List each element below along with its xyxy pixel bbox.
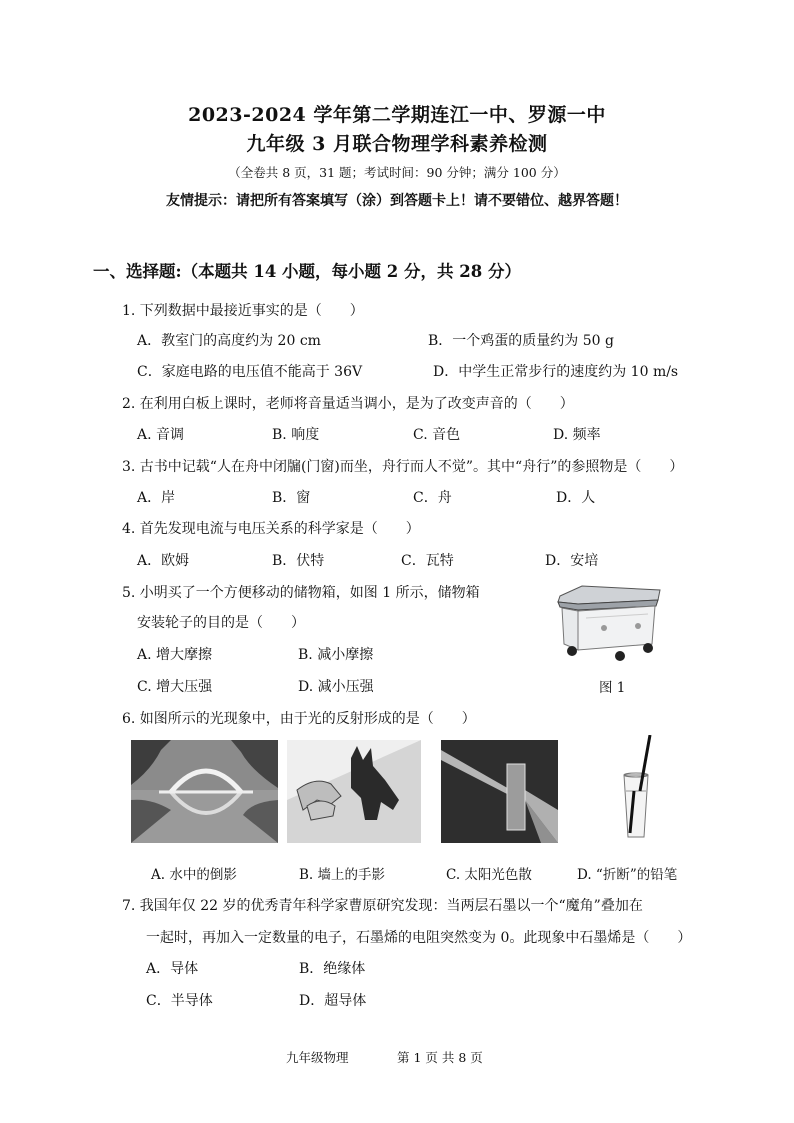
question-7-stem-line1: 7. 我国年仅 22 岁的优秀青年科学家曹原研究发现：当两层石墨以一个“魔角”叠加在 (122, 898, 643, 914)
q1-option-d: D．中学生正常步行的速度约为 10 m/s (433, 364, 679, 380)
q4-option-c: C．瓦特 (401, 553, 454, 569)
footer-page-number: 第 1 页 共 8 页 (397, 1050, 483, 1065)
question-1-stem: 1. 下列数据中最接近事实的是（ ） (122, 303, 364, 319)
footer-subject: 九年级物理 (286, 1050, 349, 1065)
q7-option-c: C．半导体 (146, 993, 213, 1009)
q3-option-c: C．舟 (413, 490, 452, 506)
q2-option-c: C. 音色 (413, 427, 461, 443)
q2-option-a: A. 音调 (137, 427, 185, 443)
q1-option-a: A．教室门的高度约为 20 cm (137, 333, 321, 349)
q6-option-a: A. 水中的倒影 (151, 867, 237, 883)
q6-option-b: B. 墙上的手影 (299, 867, 386, 883)
figure-1-caption: 图 1 (599, 680, 626, 696)
q4-option-a: A．欧姆 (137, 553, 190, 569)
q7-option-d: D．超导体 (299, 993, 367, 1009)
q6-image-hand-shadow (287, 740, 421, 843)
question-7-stem-line2: 一起时，再加入一定数量的电子，石墨烯的电阻突然变为 0。此现象中石墨烯是（ ） (146, 930, 692, 946)
q7-option-a: A．导体 (146, 961, 199, 977)
question-3-stem: 3. 古书中记载“人在舟中闭牖(门窗)而坐，舟行而人不觉”。其中“舟行”的参照物是（ ） (122, 459, 684, 475)
q5-option-c: C. 增大压强 (137, 679, 213, 695)
figure-1-storage-box (552, 582, 664, 664)
q6-image-water-reflection (131, 740, 278, 843)
q5-option-b: B. 减小摩擦 (298, 647, 374, 663)
q4-option-b: B．伏特 (272, 553, 325, 569)
exam-title: 2023-2024 学年第二学期连江一中、罗源一中 (188, 104, 606, 126)
question-5-stem-line1: 5. 小明买了一个方便移动的储物箱，如图 1 所示，储物箱 (122, 585, 480, 601)
q3-option-d: D．人 (556, 490, 596, 506)
q3-option-a: A．岸 (137, 490, 176, 506)
q3-option-b: B．窗 (272, 490, 311, 506)
exam-info: （全卷共 8 页，31 题；考试时间：90 分钟；满分 100 分） (228, 165, 566, 180)
q2-option-b: B. 响度 (272, 427, 320, 443)
q1-option-b: B．一个鸡蛋的质量约为 50 g (428, 333, 614, 349)
q6-option-d: D. “折断”的铅笔 (577, 867, 678, 883)
friendly-tip: 友情提示：请把所有答案填写（涂）到答题卡上！请不要错位、越界答题！ (166, 193, 628, 209)
question-4-stem: 4. 首先发现电流与电压关系的科学家是（ ） (122, 521, 420, 537)
q4-option-d: D．安培 (545, 553, 599, 569)
question-5-stem-line2: 安装轮子的目的是（ ） (137, 615, 305, 631)
q2-option-d: D. 频率 (553, 427, 601, 443)
q6-image-prism-dispersion (441, 740, 558, 843)
question-2-stem: 2. 在利用白板上课时，老师将音量适当调小，是为了改变声音的（ ） (122, 396, 574, 412)
q5-option-d: D. 减小压强 (298, 679, 374, 695)
question-6-stem: 6. 如图所示的光现象中，由于光的反射形成的是（ ） (122, 711, 476, 727)
q1-option-c: C．家庭电路的电压值不能高于 36V (137, 364, 363, 380)
q5-option-a: A. 增大摩擦 (137, 647, 213, 663)
section-title: 一、选择题:（本题共 14 小题，每小题 2 分，共 28 分） (93, 262, 521, 281)
q6-option-c: C. 太阳光色散 (446, 867, 532, 883)
q6-image-bent-pencil (588, 735, 678, 843)
exam-subtitle: 九年级 3 月联合物理学科素养检测 (246, 133, 548, 155)
q7-option-b: B．绝缘体 (299, 961, 366, 977)
